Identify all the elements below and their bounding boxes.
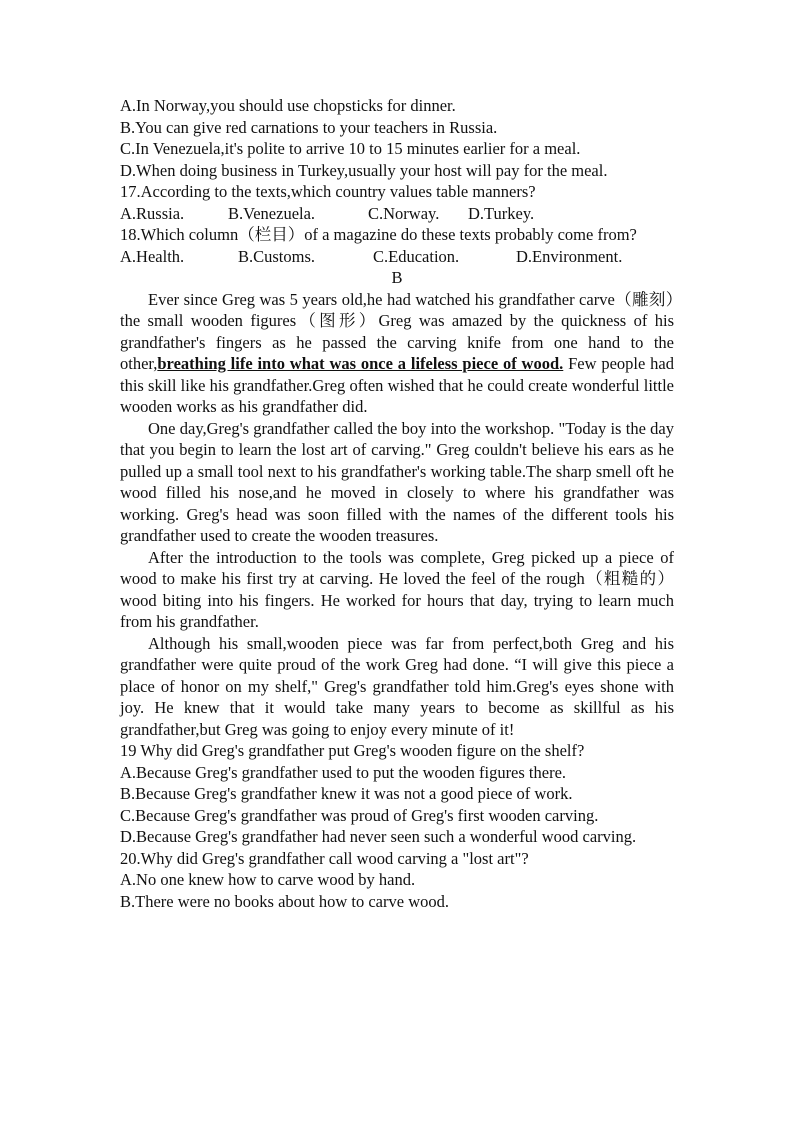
q17-option-c: C.Norway. — [368, 203, 440, 223]
passage-p1-after: Few people had this skill like his grandfather.Greg often wished that he could create wonderful little wooden works as his grandfather did. — [120, 354, 674, 416]
passage-paragraph-4: Although his small,wooden piece was far from perfect,both Greg and his grandfather were quite proud of the work Greg had done. “I will give this piece a place of honor on my shelf," Greg's grandfather told him.Greg's eyes shone with joy. He knew that it would take many years to become as skillful as his grandfather,but Greg was going to enjoy every minute of it! — [120, 633, 674, 739]
q16-option-b: B.You can give red carnations to your teachers in Russia. — [120, 117, 498, 137]
passage-p1-underlined: breathing life into what was once a lifeless piece of wood. — [157, 354, 564, 373]
passage-paragraph-3: After the introduction to the tools was complete, Greg picked up a piece of wood to make his first try at carving. He loved the feel of the rough（粗糙的）wood biting into his fingers. He worked for hours that day, trying to learn much from his grandfather. — [120, 547, 674, 631]
q19-option-c: C.Because Greg's grandfather was proud of Greg's first wooden carving. — [120, 805, 599, 825]
passage-paragraph-1 — [120, 289, 674, 418]
q19-option-d: D.Because Greg's grandfather had never seen such a wonderful wood carving. — [120, 827, 637, 846]
q17-option-b: B.Venezuela. — [228, 203, 316, 223]
q18-option-c: C.Education. — [373, 246, 460, 266]
passage-paragraph-2: One day,Greg's grandfather called the boy into the workshop. "Today is the day that you begin to learn the lost art of carving." Greg couldn't believe his ears as he pulled up a small tool next to his grandfather's working table.The sharp smell oft he wood filled his nose,and he moved in closely to where his grandfather was working. Greg's head was soon filled with the names of the different tools his grandfather used to create the wooden treasures. — [120, 418, 674, 545]
q18-option-d: D.Environment. — [516, 246, 623, 266]
q17-option-d: D.Turkey. — [468, 203, 535, 223]
q20-option-b: B.There were no books about how to carve wood. — [120, 891, 449, 911]
passage-p1-before: Ever since Greg was 5 years old,he had watched his grandfather carve（雕刻）the small wooden figures（图形）Greg was amazed by the quickness of his grandfather's fingers as he passed the carving knife from one hand to the other, — [120, 289, 674, 373]
q18-options — [120, 246, 674, 268]
q19-option-b: B.Because Greg's grandfather knew it was not a good piece of work. — [120, 784, 573, 803]
q20-question: 20.Why did Greg's grandfather call wood carving a "lost art"? — [120, 848, 529, 868]
q18-option-a: A.Health. — [120, 246, 185, 266]
q17-options — [120, 203, 674, 225]
q20-option-a: A.No one knew how to carve wood by hand. — [120, 870, 416, 889]
q17-option-a: A.Russia. — [120, 203, 185, 223]
q19-option-a: A.Because Greg's grandfather used to put the wooden figures there. — [120, 762, 567, 782]
q18-option-b: B.Customs. — [238, 246, 316, 266]
q19-question: 19 Why did Greg's grandfather put Greg's wooden figure on the shelf? — [120, 741, 585, 760]
q16-option-c: C.In Venezuela,it's polite to arrive 10 to 15 minutes earlier for a meal. — [120, 139, 581, 158]
section-label: B — [391, 268, 403, 287]
q18-question: 18.Which column（栏目）of a magazine do these texts probably come from? — [120, 225, 637, 244]
q16-option-a: A.In Norway,you should use chopsticks for dinner. — [120, 96, 456, 115]
q17-question: 17.According to the texts,which country values table manners? — [120, 182, 536, 201]
document-page — [120, 95, 674, 912]
q16-option-d: D.When doing business in Turkey,usually your host will pay for the meal. — [120, 160, 608, 180]
